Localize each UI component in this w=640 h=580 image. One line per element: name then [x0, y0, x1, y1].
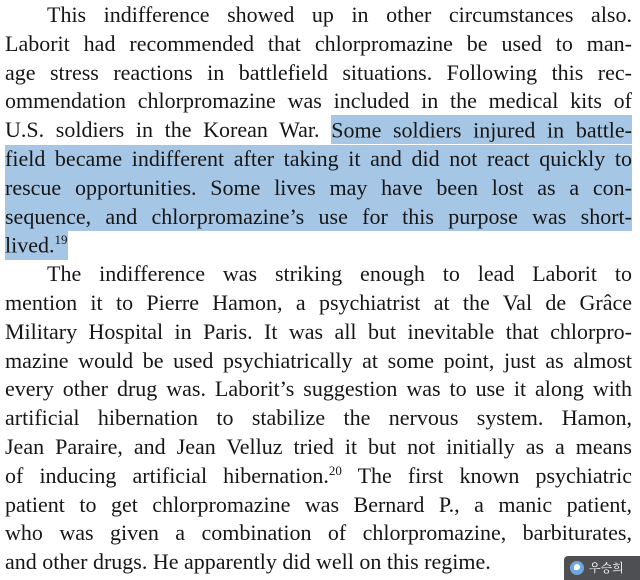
text-line-18: patient to get chlorpromazine was Bernard P., a manic patient, — [5, 491, 632, 517]
watermark-text: 우승희 — [589, 561, 624, 575]
text-line-3: age stress reactions in battlefield situations. Following this rec- — [5, 59, 632, 85]
paragraph-1 — [5, 1, 632, 260]
paragraph-2 — [5, 260, 632, 577]
text-line-1: This indifference showed up in other circumstances also. — [47, 2, 632, 27]
text-line-2: Laborit had recommended that chlorpromazine be used to man- — [5, 30, 632, 56]
selected-text-line-6: field became indifferent after taking it and did not react quickly to — [5, 145, 632, 174]
selected-text-line-8: sequence, and chlorpromazine’s use for this purpose was short- — [5, 203, 632, 232]
text-line-5-unselected: U.S. soldiers in the Korean War. — [5, 117, 320, 143]
text-line-20: and other drugs. He apparently did well on this regime. — [5, 549, 491, 575]
watermark — [564, 556, 640, 580]
text-line-12: Military Hospital in Paris. It was all but inevitable that chlorpro- — [5, 318, 632, 344]
text-line-17 — [5, 462, 632, 491]
selected-text-start: Some soldiers injured in battle- — [331, 115, 632, 145]
body-text — [5, 1, 632, 577]
footnote-ref-19: 19 — [54, 232, 68, 248]
watermark-logo-icon — [570, 561, 584, 575]
text-line-9 — [5, 231, 632, 260]
text-line-13: mazine would be used psychiatrically at some point, just as almost — [5, 347, 632, 373]
text-line-11: mention it to Pierre Hamon, a psychiatrist at the Val de Grâce — [5, 289, 632, 315]
text-line-10: The indifference was striking enough to lead Laborit to — [47, 261, 632, 287]
text-line-4: ommendation chlorpromazine was included in the medical kits of — [5, 88, 632, 114]
text-line-17-before-note: of inducing artificial hibernation. — [5, 462, 329, 488]
text-line-5 — [5, 116, 632, 145]
selected-text-end-word: lived. — [5, 232, 55, 258]
text-line-14: every other drug was. Laborit’s suggestion was to use it along with — [5, 376, 632, 402]
text-line-17-after-note: The first known psychiatric — [357, 462, 632, 488]
selected-text-line-7: rescue opportunities. Some lives may have been lost as a con- — [5, 174, 632, 203]
selected-text-end — [5, 230, 68, 260]
text-line-16: Jean Paraire, and Jean Velluz tried it but not initially as a means — [5, 433, 632, 459]
text-line-19: who was given a combination of chlorpromazine, barbiturates, — [5, 520, 632, 546]
footnote-ref-20: 20 — [328, 462, 342, 478]
text-line-15: artificial hibernation to stabilize the nervous system. Hamon, — [5, 405, 632, 431]
